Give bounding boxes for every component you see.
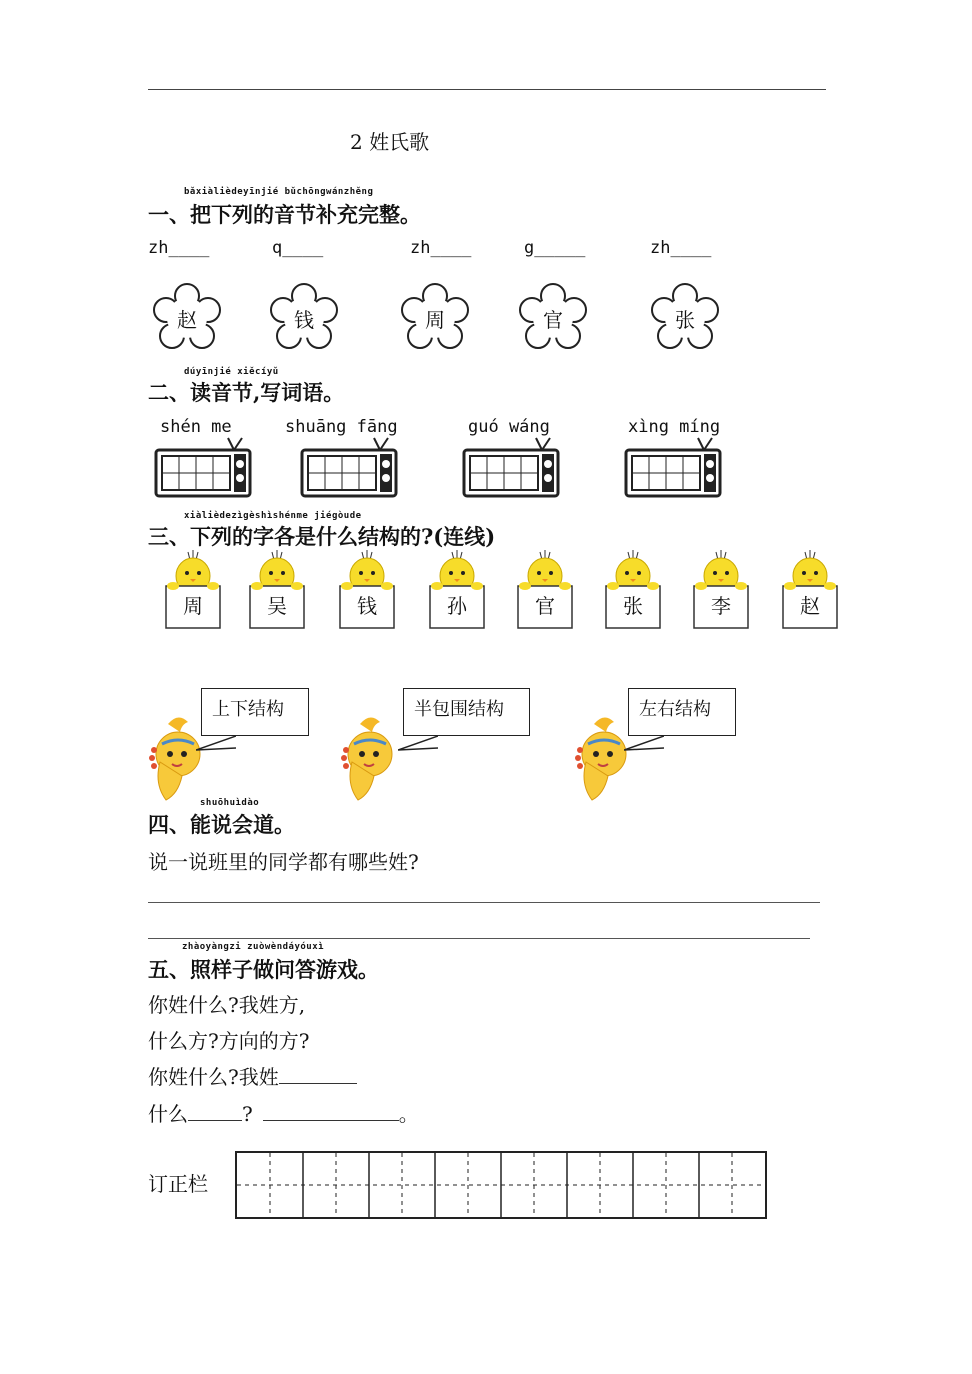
flower-card: [152, 282, 222, 354]
bubble-tail: [398, 736, 438, 756]
chick-pot[interactable]: [428, 548, 486, 632]
structure-char: 钱: [357, 593, 377, 618]
section2-heading: 二、读音节,写词语。: [148, 380, 345, 405]
structure-char: 李: [711, 593, 731, 618]
dialogue-line-2: 什么方?方向的方?: [148, 1029, 310, 1053]
pinyin-word-4: xìng míng: [628, 417, 721, 437]
section5-heading: 五、照样子做问答游戏。: [148, 957, 379, 982]
section2-pinyin: dúyīnjié xiěcíyǔ: [184, 367, 279, 377]
top-rule: [148, 89, 826, 90]
structure-char: 吴: [267, 593, 287, 618]
section1-heading: 一、把下列的音节补充完整。: [148, 202, 421, 227]
bubble-structure-half-enclosed[interactable]: 半包围结构: [403, 688, 530, 736]
section3-pinyin: xiàlièdezìgèshìshénme jiégòude: [184, 511, 362, 521]
dialogue-line-4-end: 。: [398, 1102, 419, 1126]
pinyin-word-2: shuāng fāng: [285, 417, 398, 437]
section5-pinyin: zhàoyàngzi zuòwèndáyóuxì: [182, 942, 325, 952]
flower-char: 官: [543, 307, 563, 332]
chick-pot[interactable]: [516, 548, 574, 632]
tv-writing-box[interactable]: [624, 436, 722, 498]
flower-card: [518, 282, 588, 354]
dialogue-line-1: 你姓什么?我姓方,: [148, 993, 306, 1017]
section4-pinyin: shuōhuìdào: [200, 798, 260, 808]
section1-pinyin: bǎxiàlièdeyīnjié bǔchōngwánzhěng: [184, 187, 374, 197]
tv-writing-box[interactable]: [462, 436, 560, 498]
syllable-blank-3[interactable]: zh____: [410, 238, 472, 258]
section4-heading: 四、能说会道。: [148, 812, 295, 837]
dialogue-line-3-prefix: 你姓什么?我姓: [148, 1065, 279, 1089]
bubble-structure-left-right[interactable]: 左右结构: [628, 688, 736, 736]
chick-pot[interactable]: [604, 548, 662, 632]
syllable-blank-1[interactable]: zh____: [148, 238, 210, 258]
correction-grid-lines: [237, 1153, 765, 1217]
chick-pot[interactable]: [164, 548, 222, 632]
flower-char: 张: [675, 307, 695, 332]
flower-char: 周: [425, 307, 445, 332]
flower-card: [269, 282, 339, 354]
bubble-tail: [624, 736, 664, 756]
chick-pot[interactable]: [248, 548, 306, 632]
dialogue-line-3: [148, 1061, 357, 1090]
mascot-icon: [574, 714, 634, 806]
mascot-icon: [148, 714, 208, 806]
bubble-tail: [196, 736, 236, 756]
correction-grid[interactable]: [235, 1151, 767, 1219]
answer-line[interactable]: [148, 938, 810, 939]
syllable-blank-4[interactable]: g_____: [524, 238, 586, 258]
section3-heading: 三、下列的字各是什么结构的?(连线): [148, 524, 496, 549]
answer-blank[interactable]: [279, 1065, 357, 1084]
chick-pot[interactable]: [781, 548, 839, 632]
chick-pot[interactable]: [692, 548, 750, 632]
flower-char: 赵: [177, 307, 197, 332]
flower-char: 钱: [294, 307, 314, 332]
tv-writing-box[interactable]: [300, 436, 398, 498]
bubble-structure-top-bottom[interactable]: 上下结构: [201, 688, 309, 736]
chick-pot[interactable]: [338, 548, 396, 632]
syllable-blank-2[interactable]: q____: [272, 238, 324, 258]
answer-blank[interactable]: [188, 1102, 242, 1121]
structure-char: 官: [535, 593, 555, 618]
flower-card: [400, 282, 470, 354]
dialogue-line-4-mid: ?: [242, 1102, 253, 1126]
flower-card: [650, 282, 720, 354]
structure-char: 孙: [447, 593, 467, 618]
structure-char: 张: [623, 593, 643, 618]
answer-line[interactable]: [148, 902, 820, 903]
syllable-blank-5[interactable]: zh____: [650, 238, 712, 258]
pinyin-word-3: guó wáng: [468, 417, 550, 437]
correction-label: 订正栏: [148, 1172, 208, 1196]
pinyin-word-1: shén me: [160, 417, 232, 437]
structure-char: 周: [183, 593, 203, 618]
mascot-icon: [340, 714, 400, 806]
section4-question: 说一说班里的同学都有哪些姓?: [148, 850, 419, 874]
dialogue-line-4: [148, 1098, 419, 1127]
page-title: 2 姓氏歌: [350, 130, 430, 154]
dialogue-line-4-prefix: 什么: [148, 1102, 188, 1126]
structure-char: 赵: [800, 593, 820, 618]
tv-writing-box[interactable]: [154, 436, 252, 498]
answer-blank[interactable]: [263, 1102, 399, 1121]
